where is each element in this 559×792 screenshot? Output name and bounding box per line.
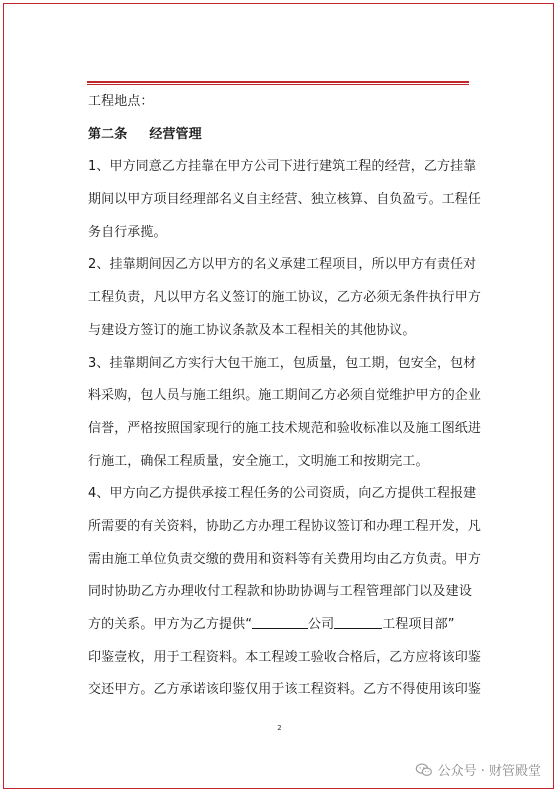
body-line: 料采购，包人员与施工组织。施工期间乙方必须自觉维护甲方的企业: [88, 388, 482, 404]
body-line: 务自行承揽。: [88, 224, 167, 240]
body-line: 2、挂靠期间因乙方以甲方的名义承建工程项目，所以甲方有责任对: [88, 257, 477, 273]
body-line: 4、甲方向乙方提供承接工程任务的公司资质，向乙方提供工程报建: [88, 486, 477, 502]
page-number: 2: [277, 724, 282, 732]
wechat-icon: [415, 763, 433, 777]
body-line: 行施工，确保工程质量，安全施工，文明施工和按期完工。: [88, 453, 429, 469]
body-line-with-blanks: [88, 609, 472, 642]
line-suffix: 工程项目部”: [382, 617, 455, 632]
line-mid: 公司: [308, 617, 335, 632]
body-line: 1、甲方同意乙方挂靠在甲方公司下进行建筑工程的经营，乙方挂靠: [88, 159, 477, 175]
article-number: 第二条: [88, 126, 128, 142]
body-line: 信誉，严格按照国家现行的施工技术规范和验收标准以及施工图纸进: [88, 420, 482, 436]
header-rule: [87, 81, 469, 85]
watermark: [415, 760, 541, 779]
body-line: 同时协助乙方办理收付工程款和协助协调与工程管理部门以及建设: [88, 584, 472, 600]
body-line: 工程负责，凡以甲方名义签订的施工协议，乙方必须无条件执行甲方: [88, 290, 482, 306]
blank-company-name: [252, 616, 308, 629]
body-line: 交还甲方。乙方承诺该印鉴仅用于该工程资料。乙方不得使用该印鉴: [88, 682, 482, 698]
body-line: 期间以甲方项目经理部名义自主经营、独立核算、自负盈亏。工程任: [88, 192, 482, 208]
watermark-text: 公众号 · 财管殿堂: [437, 764, 541, 779]
document-body: [88, 86, 482, 707]
article-heading: [88, 119, 472, 152]
article-title: 经营管理: [149, 126, 202, 142]
blank-project-name: [334, 616, 382, 629]
body-line: 需由施工单位负责交缴的费用和资料等有关费用均由乙方负责。甲方: [88, 551, 482, 567]
body-line: 3、挂靠期间乙方实行大包干施工，包质量，包工期，包安全，包材: [88, 355, 477, 371]
body-line: 与建设方签订的施工协议条款及本工程相关的其他协议。: [88, 322, 416, 338]
line-prefix: 方的关系。甲方为乙方提供“: [88, 617, 253, 632]
location-label: 工程地点：: [88, 94, 154, 109]
body-line: 印鉴壹枚，用于工程资料。本工程竣工验收合格后，乙方应将该印鉴: [88, 649, 482, 665]
body-line: 所需要的有关资料，协助乙方办理工程协议签订和办理工程开发，凡: [88, 518, 482, 534]
